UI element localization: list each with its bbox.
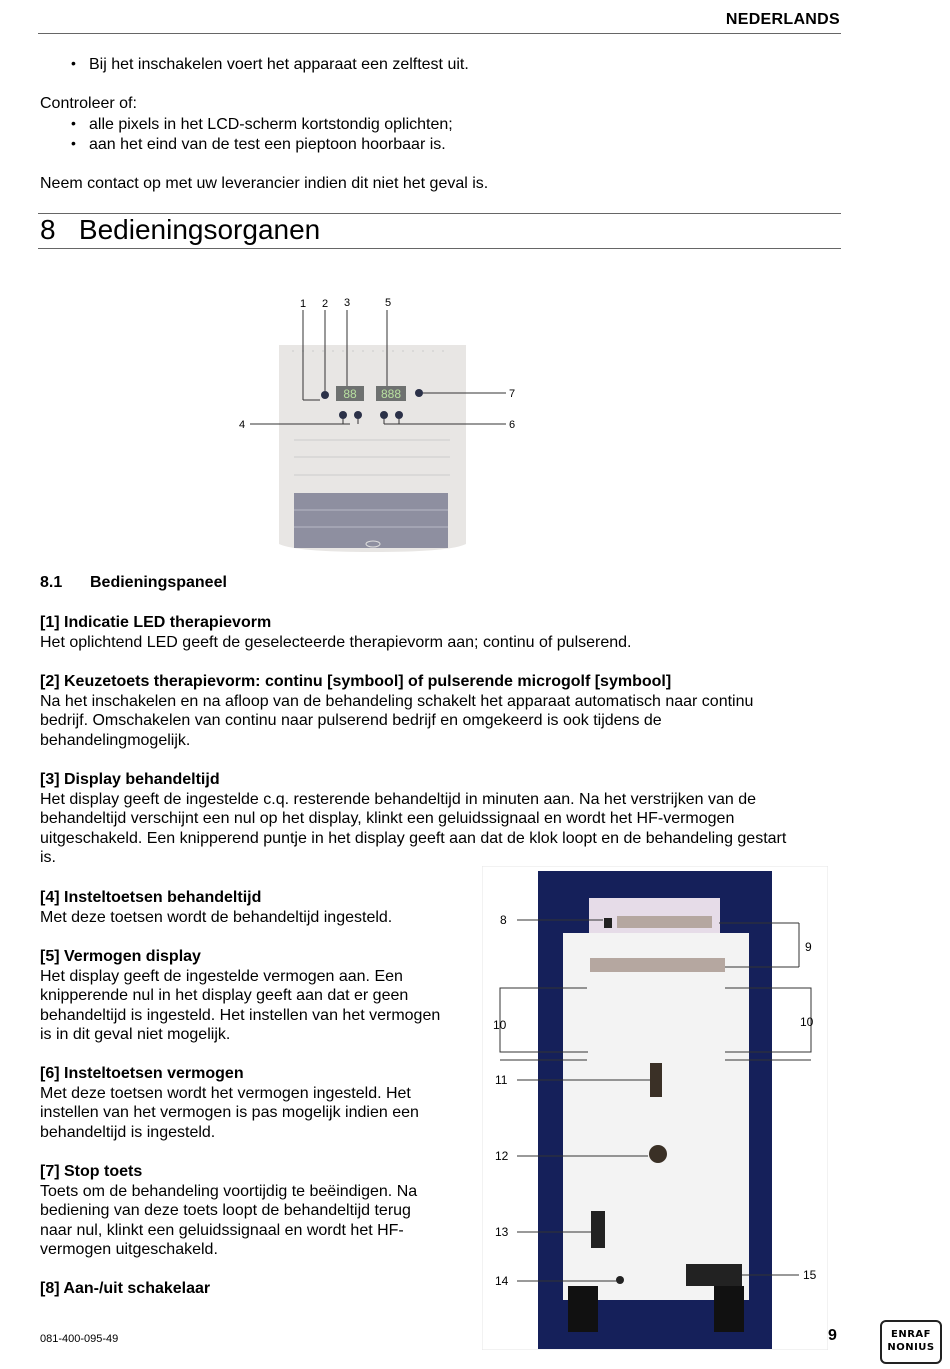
item-heading: [3] Display behandeltijd [40, 771, 220, 788]
item-line: bediening van deze toets loopt de behandeltijd terug [40, 1202, 411, 1220]
power-plus-key [395, 411, 403, 419]
callout-8: 8 [500, 913, 507, 927]
fuse-holder-15-icon [686, 1264, 742, 1286]
callout-11: 11 [495, 1073, 508, 1087]
callout-1: 1 [299, 298, 307, 310]
item-line: behandelingmogelijk. [40, 731, 191, 749]
item-line: instellen van het vermogen is pas mogelijk indien een [40, 1104, 419, 1122]
connector-14-icon [616, 1276, 624, 1284]
bullet-icon: • [71, 55, 76, 71]
device-cabinet [563, 933, 749, 1300]
power-display-digits: 888 [380, 387, 402, 401]
control-panel-figure [230, 290, 530, 560]
item-5 [40, 947, 440, 1045]
vent-grille-middle [590, 958, 725, 972]
callout-10-right: 10 [800, 1015, 814, 1029]
item-heading: [1] Indicatie LED therapievorm [40, 614, 272, 631]
power-switch-icon [604, 918, 612, 928]
chapter-rule-bottom [38, 248, 841, 249]
item-line: Met deze toetsen wordt de behandeltijd ingesteld. [40, 908, 393, 926]
callout-2: 2 [321, 298, 329, 310]
item-line: Met deze toetsen wordt het vermogen ingesteld. Het [40, 1084, 411, 1102]
connector-11-icon [650, 1063, 662, 1097]
logo-line-1: ENRAF [891, 1329, 931, 1340]
selftest-text: Bij het inschakelen voert het apparaat een zelftest uit. [89, 56, 469, 73]
callout-4: 4 [239, 419, 246, 431]
callout-5: 5 [384, 297, 392, 309]
callout-13: 13 [495, 1225, 509, 1239]
item-line: behandeltijd is ingesteld. [40, 1123, 216, 1141]
check-item: aan het eind van de test een pieptoon hoorbaar is. [89, 136, 446, 153]
item-heading: [8] Aan-/uit schakelaar [40, 1280, 211, 1297]
stop-key [415, 389, 423, 397]
callout-9: 9 [805, 940, 812, 954]
document-number: 081-400-095-49 [40, 1333, 119, 1345]
chapter-number: 8 [40, 214, 56, 245]
bullet-icon: • [71, 135, 76, 151]
item-1 [40, 613, 632, 652]
logo-line-2: NONIUS [887, 1342, 935, 1353]
item-line: bedrijf. Omschakelen van continu naar pulserend bedrijf en omgekeerd is ook tijdens de [40, 712, 662, 730]
panel-lower-strip [294, 493, 448, 548]
callout-12: 12 [495, 1149, 509, 1163]
item-line: uitgeschakeld. Een knipperend puntje in het display geeft aan dat de klok loopt en de behandeling gestart [40, 829, 787, 847]
connector-12-icon [649, 1145, 667, 1163]
item-line: behandeltijd verschijnt een nul op het display, klinkt een geluidssignaal en wordt het HF-vermogen [40, 810, 735, 828]
item-line: knipperende nul in het display geeft aan dat er geen [40, 987, 409, 1005]
contact-text: Neem contact op met uw leverancier indien dit niet het geval is. [40, 175, 489, 192]
check-label: Controleer of: [40, 95, 137, 112]
enraf-nonius-logo [880, 1320, 942, 1364]
item-line: is in dit geval niet mogelijk. [40, 1026, 231, 1044]
item-2 [40, 672, 753, 750]
time-minus-key [339, 411, 347, 419]
item-8 [40, 1279, 210, 1299]
item-7 [40, 1162, 417, 1260]
item-line: Het display geeft de ingestelde vermogen aan. Een [40, 967, 403, 985]
time-display-digits: 88 [343, 387, 357, 401]
mode-key [321, 391, 329, 399]
item-heading: [5] Vermogen display [40, 948, 201, 965]
vent-grille-top [617, 916, 712, 928]
item-line: is. [40, 849, 56, 867]
item-4 [40, 888, 392, 927]
item-heading: [2] Keuzetoets therapievorm: continu [symbool] of pulserende microgolf [symbool] [40, 673, 672, 690]
item-line: Het oplichtend LED geeft de geselecteerde therapievorm aan; continu of pulserend. [40, 633, 632, 651]
callout-6: 6 [509, 419, 516, 431]
item-6 [40, 1064, 419, 1142]
chapter-title: Bedieningsorganen [78, 214, 321, 245]
item-line: Het display geeft de ingestelde c.q. resterende behandeltijd in minuten aan. Na het verstrijken van de [40, 790, 756, 808]
item-line: vermogen uitgeschakeld. [40, 1241, 218, 1259]
item-heading: [7] Stop toets [40, 1163, 143, 1180]
wheel-right-icon [714, 1286, 744, 1332]
bullet-icon: • [71, 115, 76, 131]
check-item: alle pixels in het LCD-scherm kortstondig oplichten; [89, 116, 453, 133]
callout-14: 14 [495, 1274, 509, 1288]
callout-3: 3 [343, 297, 351, 309]
callout-10-left: 10 [493, 1018, 507, 1032]
chapter-heading [40, 214, 320, 246]
callout-15: 15 [803, 1268, 817, 1282]
item-line: behandeltijd is ingesteld. Het instellen van het vermogen [40, 1006, 441, 1024]
header-rule [38, 33, 841, 34]
item-heading: [6] Insteltoetsen vermogen [40, 1065, 244, 1082]
language-header: NEDERLANDS [725, 11, 840, 28]
wheel-left-icon [568, 1286, 598, 1332]
item-line: Toets om de behandeling voortijdig te beëindigen. Na [40, 1182, 418, 1200]
power-minus-key [380, 411, 388, 419]
item-line: Na het inschakelen en na afloop van de behandeling schakelt het apparaat automatisch naar continu [40, 692, 754, 710]
item-line: naar nul, klinkt een geluidssignaal en wordt het HF- [40, 1221, 404, 1239]
time-plus-key [354, 411, 362, 419]
item-3 [40, 770, 786, 868]
connector-13-icon [591, 1211, 605, 1248]
device-rear-figure [482, 866, 828, 1350]
item-heading: [4] Insteltoetsen behandeltijd [40, 889, 262, 906]
section-title: Bedieningspaneel [90, 574, 227, 591]
section-heading [40, 574, 227, 592]
page-number: 9 [828, 1327, 837, 1344]
section-number: 8.1 [40, 574, 63, 591]
callout-7: 7 [509, 388, 516, 400]
